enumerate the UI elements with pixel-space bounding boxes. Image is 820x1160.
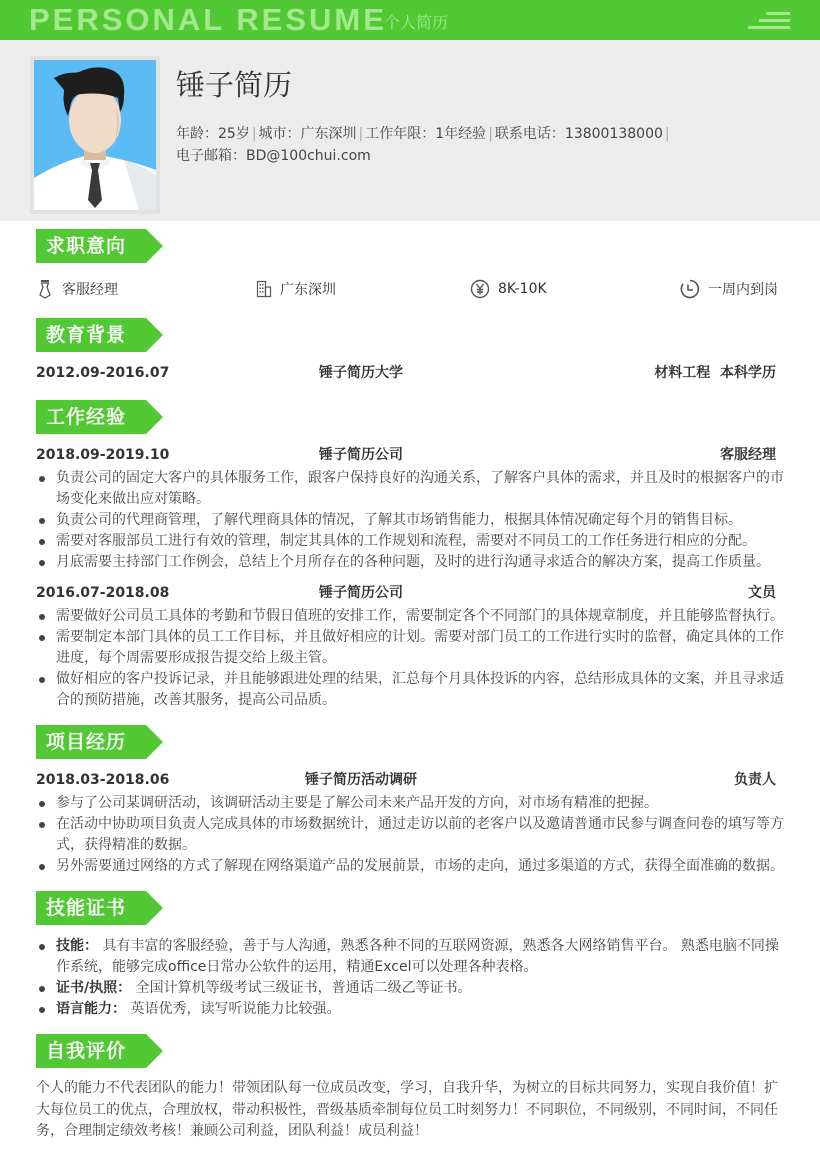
project-entry-header (36, 770, 776, 790)
city-label: 城市： (258, 126, 301, 142)
intent-position: 客服经理 (36, 277, 118, 301)
work-role: 客服经理 (720, 447, 776, 463)
intent-availability: 一周内到岗 (680, 277, 778, 301)
profile-header (0, 40, 820, 221)
top-banner (0, 0, 820, 40)
work-role: 文员 (748, 585, 776, 601)
intent-salary: 8K-10K (470, 277, 547, 301)
project-period: 2018.03-2018.06 (36, 772, 170, 788)
separator: | (488, 126, 493, 142)
project-bullets (36, 793, 788, 877)
menu-icon[interactable] (746, 12, 790, 32)
yen-icon (470, 279, 490, 299)
city-value: 广东深圳 (300, 126, 357, 142)
work-entry-header (36, 445, 776, 465)
phone-label: 联系电话： (494, 126, 565, 142)
age-value: 25岁 (218, 126, 250, 142)
years-value: 1年经验 (435, 126, 487, 142)
contact-info (176, 123, 736, 167)
list-item: 证书/执照： 全国计算机等级考试三级证书，普通话二级乙等证书。 (36, 978, 788, 999)
section-title-skills: 技能证书 (36, 891, 163, 925)
education-row (36, 363, 776, 383)
work-period: 2016.07-2018.08 (36, 585, 170, 601)
list-item: 负责公司的代理商管理，了解代理商具体的情况，了解其市场销售能力，根据具体情况确定每个月的销售目标。 (36, 510, 788, 531)
skill-label: 证书/执照： (56, 980, 132, 996)
list-item: 另外需要通过网络的方式了解现在网络渠道产品的发展前景，市场的走向，通过多渠道的方式，获得全面准确的数据。 (36, 856, 788, 877)
skill-label: 语言能力： (56, 1001, 126, 1017)
list-item: 需要做好公司员工具体的考勤和节假日值班的安排工作，需要制定各个不同部门的具体规章制度，并且能够监督执行。 (36, 606, 788, 627)
section-title-project: 项目经历 (36, 725, 163, 759)
banner-title-en: PERSONAL RESUME (29, 2, 387, 37)
project-role: 负责人 (734, 772, 776, 788)
clock-icon (680, 279, 700, 299)
tie-icon (36, 279, 54, 299)
separator: | (664, 126, 670, 142)
education-detail: 材料工程 本科学历 (654, 365, 776, 381)
project-name: 锤子简历活动调研 (305, 772, 417, 788)
list-item: 语言能力： 英语优秀，读写听说能力比较强。 (36, 999, 788, 1020)
list-item: 参与了公司某调研活动，该调研活动主要是了解公司未来产品开发的方向，对市场有精准的把握。 (36, 793, 788, 814)
avatar (30, 56, 160, 214)
education-period: 2012.09-2016.07 (36, 365, 170, 381)
skill-label: 技能： (56, 938, 98, 954)
list-item: 做好相应的客户投诉记录，并且能够跟进处理的结果，汇总每个月具体投诉的内容，总结形成具体的文案，并且寻求适合的预防措施，改善其服务，提高公司品质。 (36, 669, 788, 711)
email-value: BD@100chui.com (246, 148, 371, 164)
list-item: 月底需要主持部门工作例会，总结上个月所存在的各种问题，及时的进行沟通寻求适合的解决方案，提高工作质量。 (36, 552, 788, 573)
list-item: 需要对客服部员工进行有效的管理，制定其具体的工作规划和流程，需要对不同员工的工作任务进行相应的分配。 (36, 531, 788, 552)
work-bullets (36, 606, 788, 711)
list-item: 技能： 具有丰富的客服经验，善于与人沟通，熟悉各种不同的互联网资源，熟悉各大网络销售平台。 熟悉电脑不同操作系统，能够完成office日常办公软件的运用，精通Excel可以处理各种表格。 (36, 936, 788, 978)
job-intent-row (36, 277, 786, 301)
email-label: 电子邮箱： (176, 148, 246, 164)
building-icon (256, 280, 272, 298)
list-item: 负责公司的固定大客户的具体服务工作，跟客户保持良好的沟通关系，了解客户具体的需求，并且及时的根据客户的市场变化来做出应对策略。 (36, 468, 788, 510)
work-period: 2018.09-2019.10 (36, 447, 170, 463)
intent-city: 广东深圳 (256, 277, 336, 301)
education-school: 锤子简历大学 (319, 365, 403, 381)
separator: | (251, 126, 257, 142)
list-item: 需要制定本部门具体的员工工作目标，并且做好相应的计划。需要对部门员工的工作进行实时的监督，确定具体的工作进度，每个周需要形成报告提交给上级主管。 (36, 627, 788, 669)
candidate-name: 锤子简历 (176, 68, 293, 102)
section-title-intent: 求职意向 (36, 229, 163, 263)
phone-value: 13800138000 (564, 126, 663, 142)
list-item: 在活动中协助项目负责人完成具体的市场数据统计，通过走访以前的老客户以及邀请普通市民参与调查问卷的填写等方式，获得精准的数据。 (36, 814, 788, 856)
section-title-education: 教育背景 (36, 318, 163, 352)
work-company: 锤子简历公司 (319, 585, 403, 601)
years-label: 工作年限： (365, 126, 436, 142)
work-bullets (36, 468, 788, 573)
banner-title-cn: 个人简历 (384, 13, 449, 32)
skills-bullets (36, 936, 788, 1020)
work-company: 锤子简历公司 (319, 447, 403, 463)
section-title-work: 工作经验 (36, 400, 163, 434)
work-entry-header (36, 583, 776, 603)
age-label: 年龄： (176, 126, 218, 142)
avatar-illustration-icon (34, 60, 156, 210)
separator: | (358, 126, 364, 142)
section-title-self-evaluation: 自我评价 (36, 1034, 163, 1068)
self-evaluation-text: 个人的能力不代表团队的能力！带领团队每一位成员改变，学习，自我升华，为树立的目标共同努力，实现自我价值！扩大每位员工的优点，合理放权，带动积极性，晋级基质牵制每位员工时刻努力！不同职位，不同级别，不同时间，不同任务，合理制定绩效考核！兼顾公司利益，团队利益！成员利益！ (36, 1080, 778, 1139)
